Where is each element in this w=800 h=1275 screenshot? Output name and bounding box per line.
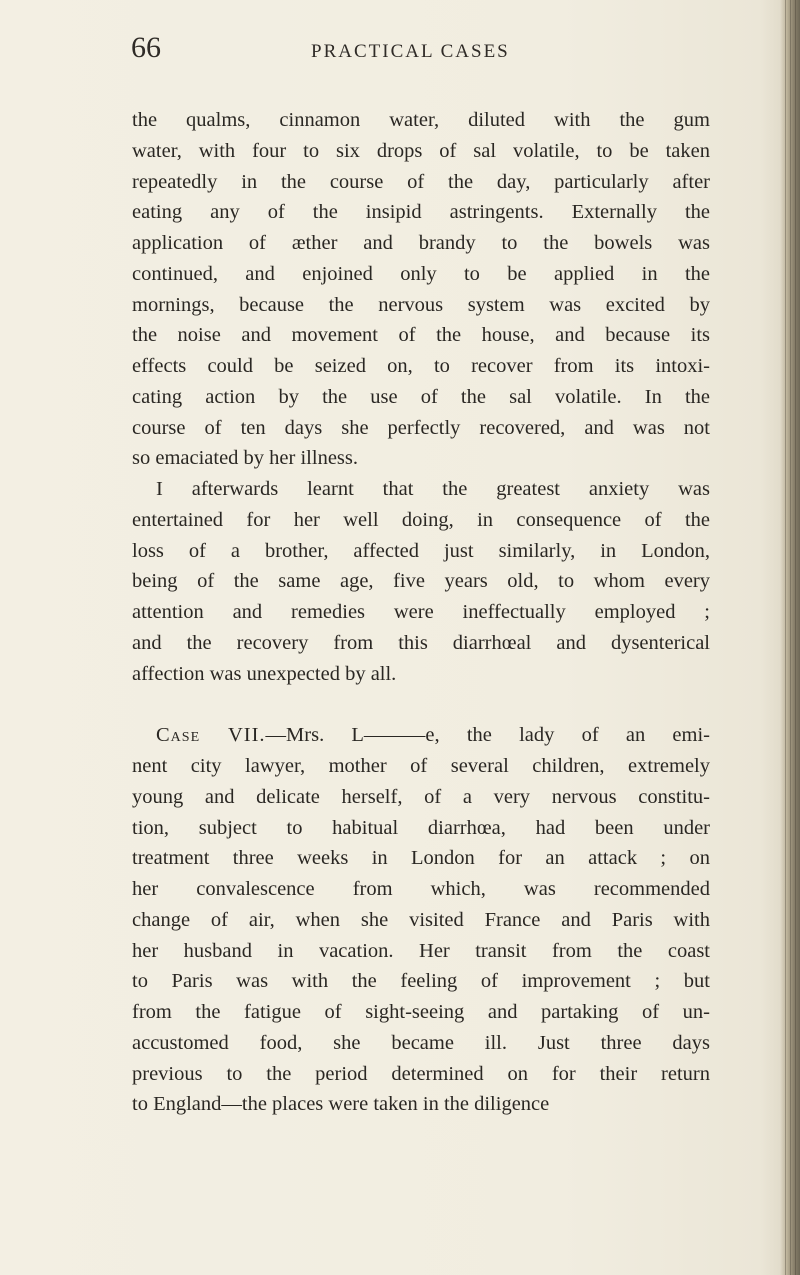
text-line: loss of a brother, affected just similarly, in London, xyxy=(132,539,710,562)
text-line: water, with four to six drops of sal volatile, to be taken xyxy=(132,139,710,162)
text-line: attention and remedies were ineffectually employed ; xyxy=(132,601,710,623)
text-line: repeatedly in the course of the day, particularly after xyxy=(132,170,710,193)
page-header xyxy=(131,30,731,70)
text-line: to Paris was with the feeling of improvement ; but xyxy=(132,970,710,993)
text-line: so emaciated by her illness. xyxy=(132,447,359,470)
text-line: the qualms, cinnamon water, diluted with the gum xyxy=(132,109,710,131)
text-line: young and delicate herself, of a very nervous constitu- xyxy=(132,785,710,808)
text-line: entertained for her well doing, in consequence of the xyxy=(132,508,710,531)
text-line: course of ten days she perfectly recovered, and was not xyxy=(132,416,710,439)
text-line: effects could be seized on, to recover from its intoxi- xyxy=(132,355,710,377)
text-line: her convalescence from which, was recommended xyxy=(132,878,710,900)
text-line: from the fatigue of sight-seeing and partaking of un- xyxy=(132,1001,710,1023)
text-line: being of the same age, five years old, to whom every xyxy=(132,570,710,593)
body-text xyxy=(132,105,710,1120)
page-edge-line xyxy=(790,0,791,1275)
page-edge-line xyxy=(785,0,786,1275)
text-line: accustomed food, she became ill. Just three days xyxy=(132,1031,710,1054)
text-line: continued, and enjoined only to be applied in the xyxy=(132,262,710,285)
text-line xyxy=(132,720,710,751)
text-line: change of air, when she visited France and Paris with xyxy=(132,908,710,931)
text-line: application of æther and brandy to the bowels was xyxy=(132,232,710,254)
paragraph-1 xyxy=(132,105,710,474)
page-number: 66 xyxy=(131,31,161,64)
text-line: and the recovery from this diarrhœal and dysenterical xyxy=(132,631,710,654)
text-line: treatment three weeks in London for an attack ; on xyxy=(132,847,710,870)
paragraph-3 xyxy=(132,720,710,1120)
text-line: affection was unexpected by all. xyxy=(132,662,397,685)
running-head: PRACTICAL CASES xyxy=(311,41,510,62)
text-line: mornings, because the nervous system was excited by xyxy=(132,293,710,316)
text-line: cating action by the use of the sal volatile. In the xyxy=(132,385,710,408)
text-line: tion, subject to habitual diarrhœa, had been under xyxy=(132,816,710,839)
text-line: to England—the places were taken in the diligence xyxy=(132,1093,550,1116)
text-line: previous to the period determined on for their return xyxy=(132,1062,710,1085)
paragraph-2 xyxy=(132,474,710,689)
text-line: her husband in vacation. Her transit from the coast xyxy=(132,939,710,962)
case-intro-text: —Mrs. L———e, the lady of an emi- xyxy=(265,724,710,747)
paragraph-spacer xyxy=(132,689,710,720)
text-line: eating any of the insipid astringents. Externally the xyxy=(132,201,710,224)
case-label: Case VII. xyxy=(156,724,266,747)
page-edge-line xyxy=(795,0,796,1275)
text-line: nent city lawyer, mother of several children, extremely xyxy=(132,755,710,777)
text-line: I afterwards learnt that the greatest anxiety was xyxy=(156,478,710,500)
text-line: the noise and movement of the house, and because its xyxy=(132,324,710,347)
